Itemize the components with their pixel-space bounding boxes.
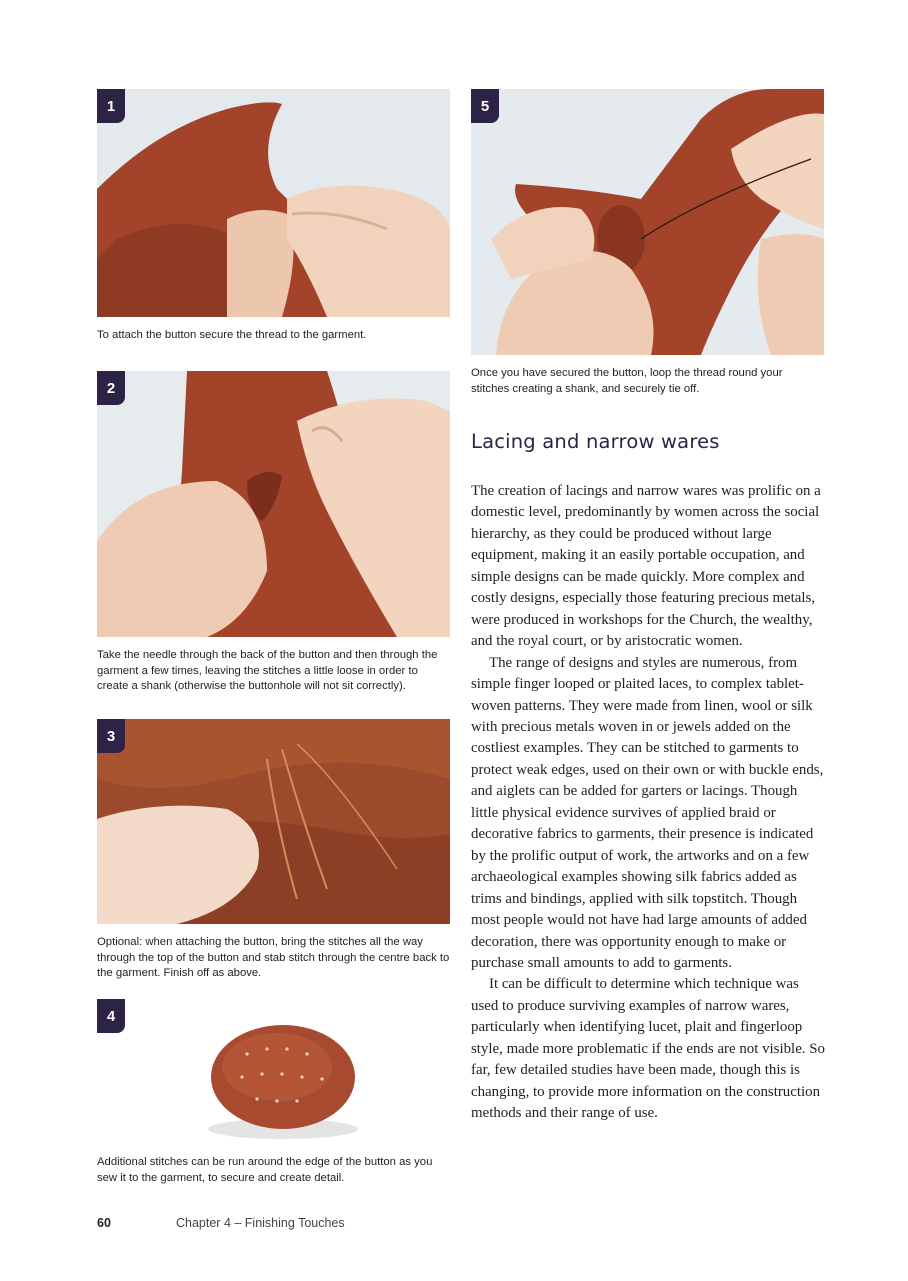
step-3-photo <box>97 719 450 924</box>
step-5-badge: 5 <box>471 89 499 123</box>
paragraph-3: It can be difficult to determine which technique was used to produce surviving examples of narrow wares, particularly when identifying lucet, plait and fingerloop style, made more problematic if the ends are not visible. So far, few detailed studies have been made, though this is changing, to provide more information on the construction methods and their range of use. <box>471 976 825 1122</box>
paragraph-2: The range of designs and styles are numerous, from simple finger looped or plaited laces, to complex tablet-woven patterns. They were made from linen, wool or silk with precious metals woven in or jewels added on the costliest examples. They can be stitched to garments to protect weak edges, used on their own or with buckle ends, and aiglets can be added for garters or lacings. Though little physical evidence survives of applied braid or decorative fabrics to garments, their presence is indicated by the prolific output of work, the artworks and on a few archaeological examples showing silk fabrics added as trims and bindings, applied with silk topstitch. Though most people would not have had large amounts of added decoration, there was opportunity enough to make or purchase small amounts to add to garments. <box>471 654 824 971</box>
step-2-badge: 2 <box>97 371 125 405</box>
section-heading: Lacing and narrow wares <box>471 430 720 453</box>
step-1-badge: 1 <box>97 89 125 123</box>
page-number: 60 <box>97 1216 111 1230</box>
step-1-caption: To attach the button secure the thread to the garment. <box>97 329 367 341</box>
step-5-caption: Once you have secured the button, loop the thread round your stitches creating a shank, and securely tie off. <box>471 367 783 395</box>
section-body <box>471 481 825 1125</box>
step-4-caption: Additional stitches can be run around the edge of the button as you sew it to the garment, to secure and create detail. <box>97 1156 433 1184</box>
step-2-caption: Take the needle through the back of the button and then through the garment a few times, leaving the stitches a little loose in order to create a shank (otherwise the buttonhole will not sit correctly). <box>97 649 438 692</box>
step-1-photo <box>97 89 450 317</box>
step-3-caption: Optional: when attaching the button, bring the stitches all the way through the top of the button and stab stitch through the centre back to the garment. Finish off as above. <box>97 936 450 979</box>
step-5-photo <box>471 89 824 355</box>
step-4-photo <box>97 999 450 1144</box>
step-4-badge: 4 <box>97 999 125 1033</box>
step-2-photo <box>97 371 450 637</box>
paragraph-1: The creation of lacings and narrow wares was prolific on a domestic level, predominantly by women across the social hierarchy, as they could be produced without large equipment, making it an easily portable occupation, and simple designs can be made quickly. More complex and costly designs, especially those featuring precious metals, were produced in workshops for the Church, the wealthy, and the royal court, or by aristocratic women. <box>471 483 821 650</box>
chapter-title: Chapter 4 – Finishing Touches <box>176 1216 345 1230</box>
step-3-badge: 3 <box>97 719 125 753</box>
